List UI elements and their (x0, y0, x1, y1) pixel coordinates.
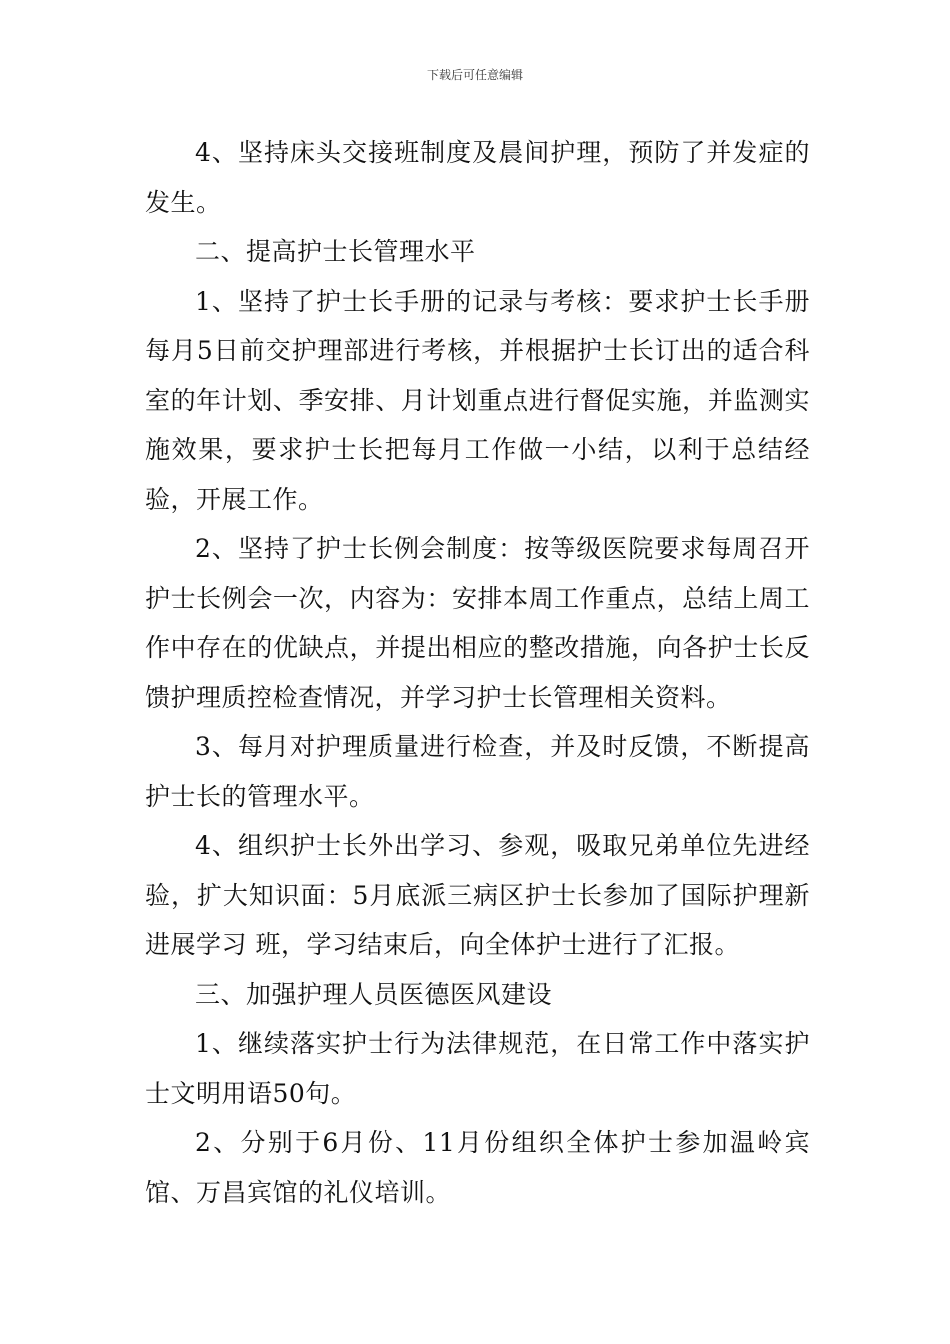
paragraph-conduct-norms: 1、继续落实护士行为法律规范，在日常工作中落实护士文明用语50句。 (145, 1029, 810, 1108)
page-header-note: 下载后可任意编辑 (426, 68, 523, 82)
document-body (145, 128, 810, 1217)
section-heading-head-nurse-management: 二、提高护士长管理水平 (195, 237, 476, 266)
paragraph-external-study: 4、组织护士长外出学习、参观，吸取兄弟单位先进经验，扩大知识面：5月底派三病区护士长参加了国际护理新进展学习 班，学习结束后，向全体护士进行了汇报。 (145, 831, 810, 959)
paragraph-head-nurse-meeting: 2、坚持了护士长例会制度：按等级医院要求每周召开护士长例会一次，内容为：安排本周工作重点，总结上周工作中存在的优缺点，并提出相应的整改措施，向各护士长反馈护理质控检查情况，并学习护士长管理相关资料。 (145, 534, 810, 712)
paragraph-monthly-quality-check: 3、每月对护理质量进行检查，并及时反馈，不断提高护士长的管理水平。 (145, 732, 810, 811)
paragraph-etiquette-training: 2、分别于6月份、11月份组织全体护士参加温岭宾馆、万昌宾馆的礼仪培训。 (145, 1128, 810, 1207)
paragraph-head-nurse-handbook: 1、坚持了护士长手册的记录与考核：要求护士长手册每月5日前交护理部进行考核，并根据护士长订出的适合科室的年计划、季安排、月计划重点进行督促实施，并监测实施效果，要求护士长把每月工作做一小结，以利于总结经验，开展工作。 (145, 286, 810, 514)
section-heading-medical-ethics: 三、加强护理人员医德医风建设 (195, 979, 553, 1009)
paragraph-bedside-handover: 4、坚持床头交接班制度及晨间护理，预防了并发症的发生。 (145, 138, 810, 217)
